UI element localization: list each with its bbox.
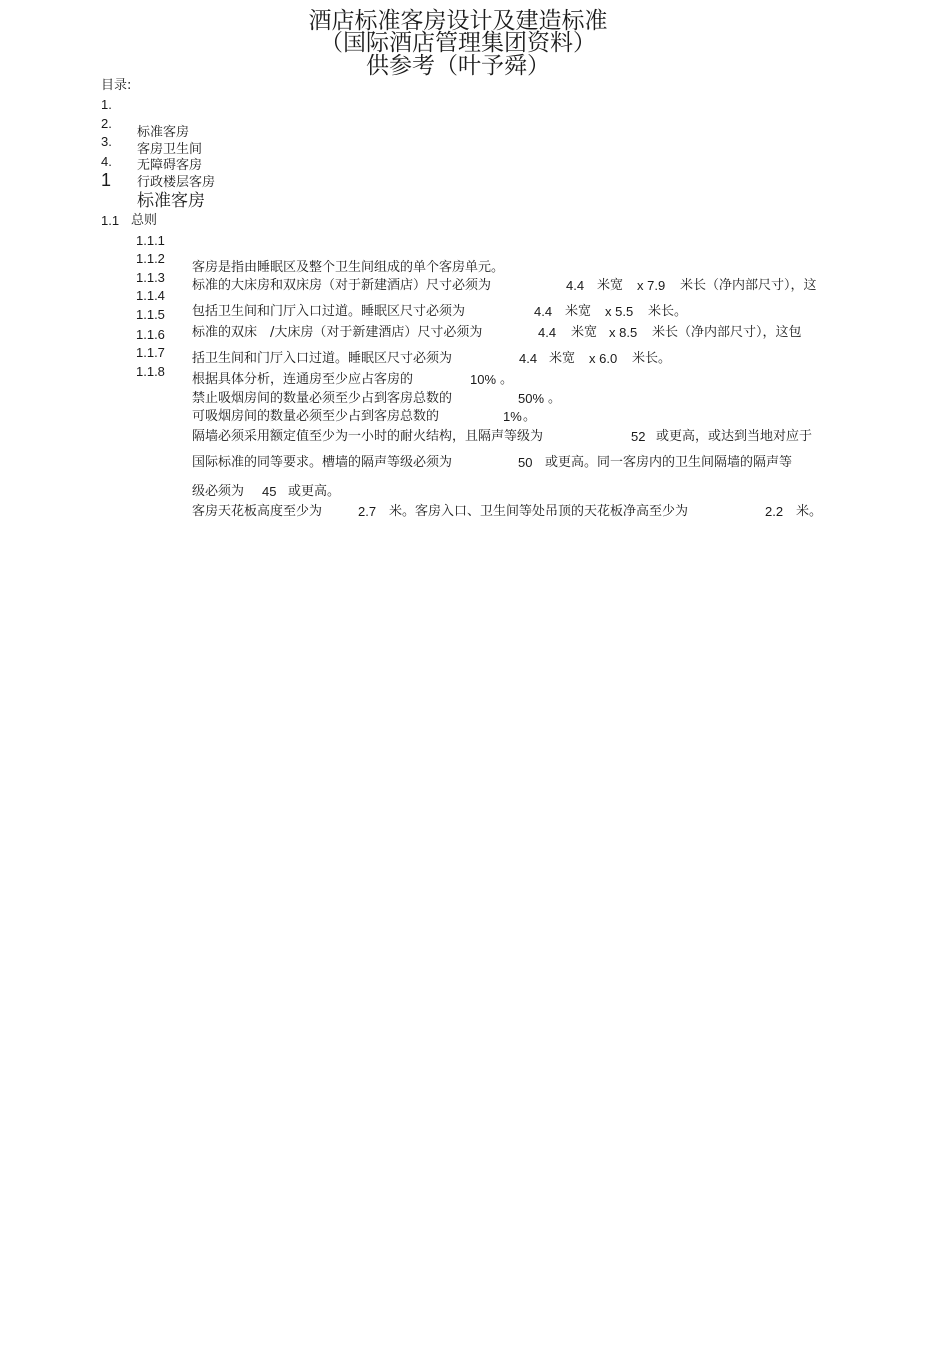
toc-label: 目录: [101, 78, 132, 93]
body-text: 可吸烟房间的数量必须至少占到客房总数的 [192, 409, 440, 424]
document-subtitle: （国际酒店管理集团资料） [320, 30, 596, 56]
body-text: 米宽 [597, 278, 624, 293]
body-value: 4.4 [534, 304, 553, 319]
body-text: 标准的大床房和双床房（对于新建酒店）尺寸必须为 [192, 278, 492, 293]
toc-item: 行政楼层客房 [137, 175, 216, 190]
body-text: 米长（净内部尺寸），这包 [652, 325, 802, 340]
body-text: 级必须为 [192, 484, 245, 499]
section-heading: 标准客房 [137, 191, 205, 211]
item-number: 1.1.7 [136, 345, 165, 360]
item-number: 1.1.4 [136, 288, 165, 303]
body-text: 国际标准的同等要求。槽墙的隔声等级必须为 [192, 455, 453, 470]
body-text: 隔墙必须采用额定值至少为一小时的耐火结构，且隔声等级为 [192, 429, 544, 444]
document-title: 酒店标准客房设计及建造标准 [308, 8, 608, 34]
body-text: 米宽 [549, 351, 576, 366]
toc-number: 1. [101, 97, 112, 112]
body-value: 52 [631, 429, 646, 444]
item-number: 1.1.3 [136, 270, 165, 285]
item-number: 1.1.2 [136, 251, 165, 266]
body-value: 2.7 [358, 504, 377, 519]
body-text: 或更高，或达到当地对应于 [656, 429, 813, 444]
toc-item: 无障碍客房 [137, 158, 203, 173]
toc-number: 3. [101, 134, 112, 149]
body-value: 4.4 [538, 325, 557, 340]
body-value: 1% [503, 409, 522, 424]
body-text: 括卫生间和门厅入口过道。睡眠区尺寸必须为 [192, 351, 453, 366]
body-text: 客房是指由睡眠区及整个卫生间组成的单个客房单元。 [192, 260, 505, 275]
body-value: 2.2 [765, 504, 784, 519]
body-value: x 8.5 [609, 325, 638, 340]
body-text: 。 [500, 372, 514, 387]
body-value: 4.4 [519, 351, 538, 366]
body-text: 客房天花板高度至少为 [192, 504, 323, 519]
item-number: 1.1.8 [136, 364, 165, 379]
body-text: 标准的双床 [192, 325, 258, 340]
body-text: 米长。 [648, 304, 688, 319]
body-value: 10% [470, 372, 497, 387]
body-text: 根据具体分析，连通房至少应占客房的 [192, 372, 414, 387]
subsection-number: 1.1 [101, 213, 120, 228]
body-text: 米。客房入口、卫生间等处吊顶的天花板净高至少为 [389, 504, 689, 519]
body-text: 或更高。 [288, 484, 341, 499]
body-text: 米。 [796, 504, 823, 519]
body-text: 禁止吸烟房间的数量必须至少占到客房总数的 [192, 391, 453, 406]
body-value: 45 [262, 484, 277, 499]
subsection-heading: 总则 [131, 213, 158, 228]
item-number: 1.1.5 [136, 307, 165, 322]
body-text: 米宽 [571, 325, 598, 340]
body-text: 。 [523, 409, 537, 424]
body-text: 米宽 [565, 304, 592, 319]
body-value: x 6.0 [589, 351, 618, 366]
document-reference-note: 供参考（叶予舜） [366, 53, 550, 79]
body-value: x 7.9 [637, 278, 666, 293]
body-value: 4.4 [566, 278, 585, 293]
body-text: 包括卫生间和门厅入口过道。睡眠区尺寸必须为 [192, 304, 466, 319]
toc-number: 4. [101, 154, 112, 169]
body-text: /大床房（对于新建酒店）尺寸必须为 [270, 325, 483, 340]
toc-item: 客房卫生间 [137, 142, 203, 157]
item-number: 1.1.1 [136, 233, 165, 248]
body-text: 或更高。同一客房内的卫生间隔墙的隔声等 [545, 455, 793, 470]
section-number: 1 [101, 170, 112, 190]
body-value: 50 [518, 455, 533, 470]
item-number: 1.1.6 [136, 327, 165, 342]
body-value: x 5.5 [605, 304, 634, 319]
body-text: 。 [548, 391, 562, 406]
toc-number: 2. [101, 116, 112, 131]
body-text: 米长。 [632, 351, 672, 366]
body-text: 米长（净内部尺寸），这 [680, 278, 817, 293]
body-value: 50% [518, 391, 545, 406]
toc-item: 标准客房 [137, 125, 190, 140]
